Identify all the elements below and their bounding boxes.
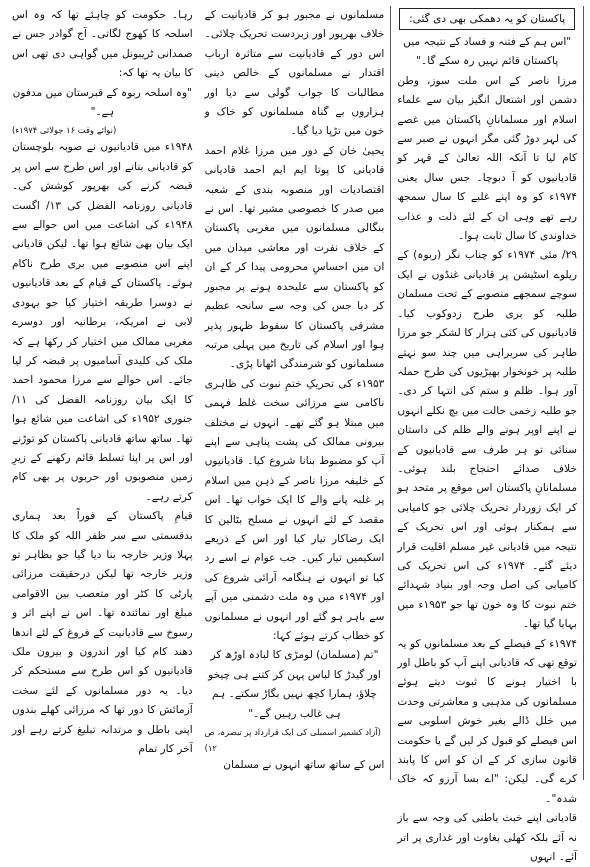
paragraph: ۱۹۷۴ء کے فیصلے کے بعد مسلمانوں کو یہ توقع تھی کہ قادیانی اپنے آپ کو باطل اور با اختیار ہونے کا ثبوت دیتے ہوئے مسلمانوں کی مذہبی و معاشرتی وحدت میں خلل ڈالے بغیر خوش اسلوبی سے اس فیصلے کو قبول کر لیں گے یا حکومت قانون سازی کر کے ان کو اس کا پابند کرے گی۔ لیکن: "اے بسا آرزو کہ خاک شدہ"۔: [397, 637, 577, 805]
citation: (نوائے وقت ۱۶ جولائی ۱۹۷۴ء): [12, 125, 117, 136]
paragraph: قادیانی اپنے خبث باطنی کی وجہ سے باز نہ آئے بلکہ کھلی بغاوت اور غداری پر اتر آئے۔ انہوں: [397, 812, 577, 864]
paragraph: یحییٰ خان کے دور میں مرزا غلام احمد قادیانی کا پوتا ایم ایم احمد قادیانی اقتصادیات اور منصوبہ بندی کے شعبہ میں صدر کا خصوصی مشیر تھا۔ اس نے بنگالی مسلمانوں میں مغربی پاکستان کے خلاف نفرت اور معاشی میدان میں ان میں احساسِ محرومی پیدا کر کے ان کو پاکستان سے علیحدہ ہونے پر مجبور کر دیا جس کی وجہ سے سانحہ عظیم مشرقی پاکستان کا سقوط ظہور پذیر ہوا اور اسلام کی تاریخ میں پہلی مرتبہ مسلمانوں کو شرمندگی اٹھانا پڑی۔: [204, 144, 385, 371]
paragraph: ۱۹۴۸ء میں قادیانیوں نے صوبہ بلوچستان کو قادیانی بنانے اور اس طرح سے اس پر قبضہ کرنے کی بھرپور کوشش کی۔ قادیانی روزنامہ الفضل کی ۱۳/ اگست ۱۹۴۸ء کی اشاعت میں اس حوالے سے ایک بیان بھی شائع ہوا تھا۔ لیکن قادیانی اپنے اس منصوبے میں بری طرح ناکام ہوئے۔ پاکستان کے قیام کے بعد قادیانیوں نے دوسرا طریقہ اختیار کیا جو یہودی لابی نے امریکہ، برطانیہ اور دوسرے مغربی ممالک میں اختیار کر رکھا ہے کہ ملک کی کلیدی آسامیوں پر قبضہ کر لیا جائے۔ اس حوالے سے مرزا محمود احمد کا ایک بیان روزنامہ الفضل کی ۱۱/ جنوری ۱۹۵۲ء کی اشاعت میں شائع ہوا تھا۔ ساتھ ساتھ قادیانی پاکستان کو توڑنے اور اس پر اپنا تسلط قائم رکھنے کے زیرِ زمین منصوبوں اور حربوں پر بھی کام کرتے رہے۔: [12, 141, 193, 503]
paragraph: ۱۹۵۳ء کی تحریکِ ختمِ نبوت کی ظاہری ناکامی سے مرزائی سخت غلط فہمی میں مبتلا ہو گئے تھے۔ انہوں نے مختلف بیرونی ممالک کی پشت پناہی سے اپنے آپ کو مضبوط بنانا شروع کیا۔ قادیانیوں کے خلیفہ مرزا ناصر کے ذہن میں اسلام پر غلبہ پانے والے کا ایک خواب تھا۔ اس مقصد کے لئے انہوں نے مسلح بٹالین کا ایک رضاکار تیار کیا اور اس کے ذریعے اسکیمیں تیار کیں۔ جب عوام نے اسے رد کیا تو انہوں نے ہنگامہ آرائی شروع کی اور ۱۹۷۴ء میں وہ ملت دشمنی میں آپے سے باہر ہو گئے اور انہوں نے مسلمانوں کو خطاب کرتے ہوئے کہا:: [204, 377, 385, 642]
paragraph: ۲۹/ مئی ۱۹۷۴ء کو چناب نگر (ربوہ) کے ریلوے اسٹیشن پر قادیانی غنڈوں نے ایک سوچے سمجھے منصوبے کے تحت مسلمان طلبہ کو بری طرح زدوکوب کیا۔ قادیانیوں کی کئی ہزار کا لشکر جو مرزا طاہر کی سربراہی میں چند سو نہتے طلبہ پر خونخوار بھیڑیوں کی طرح حملہ آور ہوا۔ ظلم و ستم کی انتہا کر دی۔ جو طلبہ زخمی حالت میں بچ نکلے انہوں نے اپنے اوپر ہونے والے ظلم کی داستان سنائی تو ہر طرف سے قادیانیوں کے خلاف صدائے احتجاج بلند ہوئی۔ مسلمانانِ پاکستان اس موقع پر متحد ہو کر ایک زوردار تحریک چلائی جو کامیابی سے ہمکنار ہوئی اور اس تحریک کے نتیجہ میں قادیانی غیر مسلم اقلیت قرار دیئے گئے۔ ۱۹۷۴ء کی اس تحریک کی کامیابی کی اصل وجہ اور بنیاد شہدائے ختم نبوت کا وہ خون تھا جو ۱۹۵۳ء میں بہایا گیا تھا۔: [397, 249, 577, 631]
quotation: "تم (مسلمان) لومڑی کا لبادہ اوڑھ کر اور گیدڑ کا لباس پہن کر کتنے ہی چیخو چلاؤ، ہمارا کچھ نہیں بگاڑ سکتے۔ ہم ہی غالب رہیں گے۔": [208, 649, 381, 720]
paragraph: قیامِ پاکستان کے فوراً بعد ہماری بدقسمتی سے سر ظفر اللہ کو ملک کا پہلا وزیر خارجہ بنا دیا گیا جو بظاہر تو وزیر خارجہ تھا لیکن درحقیقت مرزائی پارٹی کا کٹر اور متعصب بین الاقوامی مبلغ اور نمائندہ تھا۔ اس نے اپنے اثر و رسوخ سے قادیانیت کے فروغ کے لئے اندھا دھند کام کیا اور اندرون و بیرون ملک قادیانیوں کو اس طرح سے مستحکم کر دیا۔ یہ دور مسلمانوں کے لئے سخت آزمائش کا دور تھا کہ مرزائی کھلے بندوں اپنی باطل و مرتدانہ تبلیغ کرتے رہے اور آخر کار تمام: [12, 510, 193, 756]
column-left: [391, 6, 584, 864]
paragraph: رہا۔ حکومت کو چاہئے تھا کہ وہ اس اسلحہ کا کھوج لگاتی۔ آج گوادر جس نے صمدانی ٹریبونل میں گواہی دی تھی اس کا بیان یہ تھا کہ:: [12, 9, 193, 80]
paragraph: اس کے ساتھ ساتھ انہوں نے مسلمان: [223, 759, 385, 772]
quotation: "وہ اسلحہ ربوہ کے قبرستان میں مدفون ہے۔": [12, 86, 193, 119]
paragraph: مرزا ناصر کے اس ملت سوز، وطن دشمن اور اشتعال انگیز بیان سے علماء اسلام اور مسلمانانِ پاکستان میں غصے کی لہر دوڑ گئی مگر انہوں نے صبر سے کام لیا تا آنکہ اللہ تعالیٰ کے قہر کو قادیانیوں کو آ دبوچا۔ جس سال یعنی ۱۹۷۴ء کو وہ اپنے غلبے کا سال سمجھ رہے تھے وہی ان کے لئے ذلت و عذاب خداوندی کا سال ثابت ہوا۔: [397, 74, 577, 243]
column-right: [6, 6, 199, 780]
boxed-heading: پاکستان کو یہ دھمکی بھی دی گئی:: [399, 8, 575, 30]
paragraph: مسلمانوں نے مجبور ہو کر قادیانیت کے خلاف بھرپور اور زبردست تحریک چلائی۔ اس دور کے قادیانیت سے متاثرہ ارباب اقتدار نے مسلمانوں کے خالص دینی مطالبات کا جواب گولی سے دیا اور ہزاروں بے گناہ مسلمانوں کو خاک و خون میں تڑپا دیا گیا۔: [204, 9, 385, 138]
column-middle: [199, 6, 392, 780]
citation: (آزاد کشمیر اسمبلی کی ایک قرارداد پر تبصرہ، ص ۱۲): [204, 727, 381, 754]
quotation: "اس ہم کے فتنہ و فساد کے نتیجہ میں پاکستان قائم نہیں رہ سکے گا۔": [403, 36, 572, 68]
